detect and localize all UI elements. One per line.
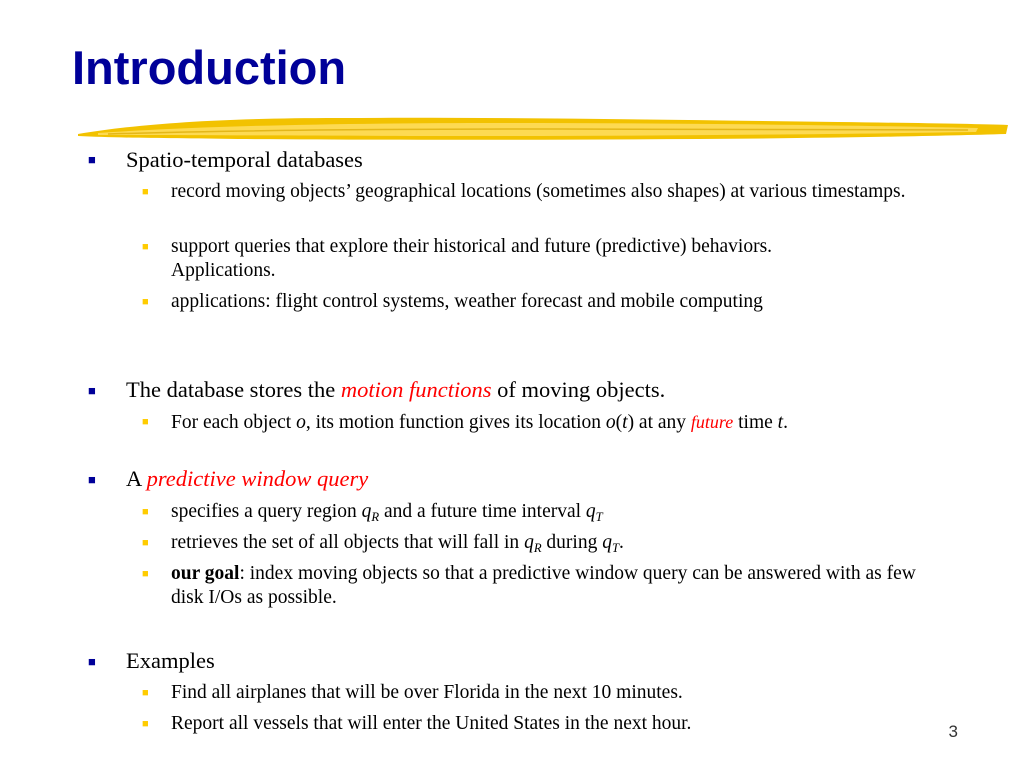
sub-bullet-airplanes: Find all airplanes that will be over Florida in the next 10 minutes. [171,682,683,703]
sub-bullet-support: support queries that explore their historical and future (predictive) behaviors. Applications. [171,236,773,281]
bullet-square-icon: ■ [88,383,96,398]
bullet-predictive-window-query [126,466,368,492]
variable: t [777,412,784,433]
sub-bullet-our-goal [171,562,941,610]
variable: t [622,412,628,433]
variable: q [602,532,612,553]
subscript: T [611,540,620,555]
variable: q [524,532,534,553]
bullet-database-stores [126,377,665,403]
sub-bullet-retrieves [171,531,624,555]
variable: q [361,501,372,522]
subscript: R [371,509,380,524]
bullet-square-icon: ■ [88,152,96,167]
bullet-spatio-temporal: Spatio-temporal databases [126,147,363,172]
sub-bullet-motion-function [171,410,931,435]
page-number: 3 [948,722,958,741]
text: during [541,532,603,553]
sub-bullet-square-icon: ■ [142,296,149,308]
text: : index moving objects so that a predictive window query can be answered with as few disk I/Os as possible. [171,563,916,608]
sub-bullet-vessels: Report all vessels that will enter the United States in the next hour. [171,713,692,734]
sub-bullet-square-icon: ■ [142,537,149,549]
text: ) at any [627,412,691,433]
emphasis-text: predictive window query [146,466,369,491]
bullet-square-icon: ■ [88,472,96,487]
text: . [783,412,788,433]
slide-title: Introduction [72,41,347,94]
variable: q [585,501,596,522]
text: ( [615,412,623,433]
sub-bullet-square-icon: ■ [142,416,149,428]
emphasis-text: future [690,412,734,432]
sub-bullet-square-icon: ■ [142,687,149,699]
sub-bullet-square-icon: ■ [142,718,149,730]
bullet-examples: Examples [126,648,215,673]
sub-bullet-applications: applications: flight control systems, weather forecast and mobile computing [171,291,763,312]
bullet-square-icon: ■ [88,654,96,669]
sub-bullet-specifies [171,500,603,524]
sub-bullet-square-icon: ■ [142,568,149,580]
sub-bullet-square-icon: ■ [142,241,149,253]
text: , its motion function gives its location [305,412,606,433]
bullet-text: A [126,466,147,491]
sub-bullet-square-icon: ■ [142,186,149,198]
text: time [733,412,778,433]
sub-bullet-square-icon: ■ [142,506,149,518]
text: retrieves the set of all objects that will fall in [171,532,525,553]
text: and a future time interval [379,501,586,522]
sub-bullet-record: record moving objects’ geographical locations (sometimes also shapes) at various timestamps. [171,181,906,202]
variable: o [296,412,306,433]
bullet-text: of moving objects. [491,377,666,402]
text: For each object [171,412,297,433]
variable: o [605,412,616,433]
text: . [619,532,624,553]
bullet-text: The database stores the [126,377,341,402]
bold-text: our goal [171,563,240,584]
text: specifies a query region [171,501,362,522]
emphasis-text: motion functions [340,377,492,402]
subscript: T [595,509,603,524]
subscript: R [533,540,542,555]
